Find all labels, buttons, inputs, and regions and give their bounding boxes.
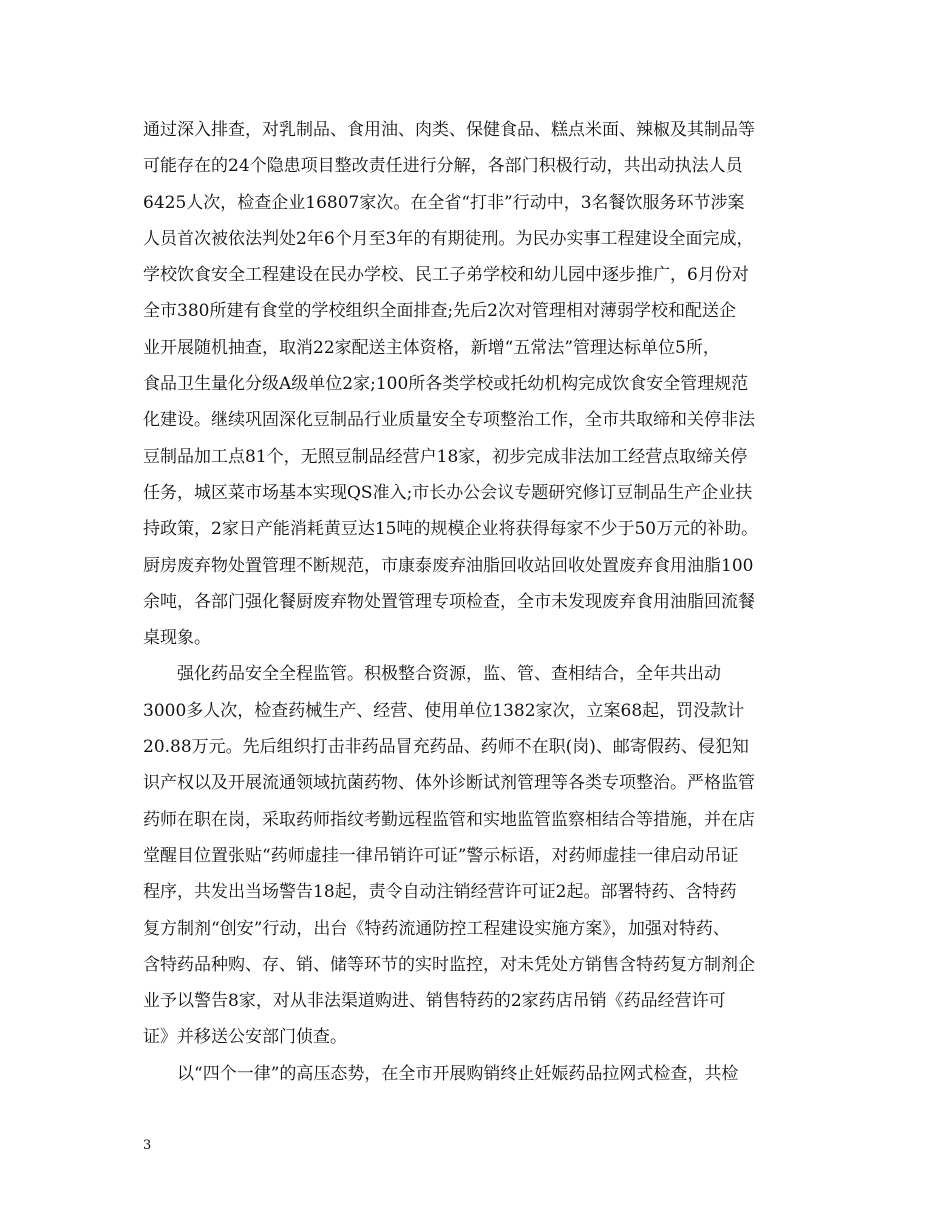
text-line: 业开展随机抽查，取消22家配送主体资格，新增“五常法”管理达标单位5所， — [143, 337, 720, 358]
text-line: 桌现象。 — [143, 628, 211, 649]
text-line: 20.88万元。先后组织打击非药品冒充药品、药师不在职(岗)、邮寄假药、侵犯知 — [143, 737, 749, 758]
text-line: 任务，城区菜市场基本实现QS准入;市长办公会议专题研究修订豆制品生产企业扶 — [143, 482, 753, 503]
text-line: 余吨，各部门强化餐厨废弃物处置管理专项检查，全市未发现废弃食用油脂回流餐 — [143, 591, 755, 612]
text-line: 人员首次被依法判处2年6个月至3年的有期徒刑。为民办实事工程建设全面完成， — [143, 228, 754, 249]
text-line: 全市380所建有食堂的学校组织全面排查;先后2次对管理相对薄弱学校和配送企 — [143, 301, 736, 322]
text-line: 业予以警告8家，对从非法渠道购进、销售特药的2家药店吊销《药品经营许可 — [143, 991, 726, 1012]
text-line: 可能存在的24个隐患项目整改责任进行分解，各部门积极行动，共出动执法人员 — [143, 156, 743, 177]
text-line: 强化药品安全全程监管。积极整合资源，监、管、查相结合，全年共出动 — [143, 664, 721, 685]
text-line: 堂醒目位置张贴“药师虚挂一律吊销许可证”警示标语，对药师虚挂一律启动吊证 — [143, 845, 739, 866]
text-line: 3000多人次，检查药械生产、经营、使用单位1382家次，立案68起，罚没款计 — [143, 700, 745, 721]
text-line: 证》并移送公安部门侦查。 — [143, 1027, 347, 1048]
text-line: 复方制剂“创安”行动，出台《特药流通防控工程建设实施方案》，加强对特药、 — [143, 918, 730, 939]
text-line: 程序，共发出当场警告18起，责令自动注销经营许可证2起。部署特药、含特药 — [143, 882, 737, 903]
page-number: 3 — [143, 1138, 152, 1153]
text-line: 含特药品种购、存、销、储等环节的实时监控，对未凭处方销售含特药复方制剂企 — [143, 954, 755, 975]
text-line: 化建设。继续巩固深化豆制品行业质量安全专项整治工作，全市共取缔和关停非法 — [143, 410, 755, 431]
text-line: 食品卫生量化分级A级单位2家;100所各类学校或托幼机构完成饮食安全管理规范 — [143, 374, 749, 395]
text-line: 6425人次，检查企业16807家次。在全省“打非”行动中，3名餐饮服务环节涉案 — [143, 192, 745, 213]
text-line: 持政策，2家日产能消耗黄豆达15吨的规模企业将获得每家不少于50万元的补助。 — [143, 519, 759, 540]
text-line: 药师在职在岗，采取药师指纹考勤远程监管和实地监管监察相结合等措施，并在店 — [143, 809, 755, 830]
text-line: 豆制品加工点81个，无照豆制品经营户18家，初步完成非法加工经营点取缔关停 — [143, 446, 748, 467]
text-line: 识产权以及开展流通领域抗菌药物、体外诊断试剂管理等各类专项整治。严格监管 — [143, 773, 755, 794]
text-line: 以“四个一律”的高压态势，在全市开展购销终止妊娠药品拉网式检查，共检 — [143, 1063, 739, 1084]
body-text — [143, 112, 803, 1092]
text-line: 学校饮食安全工程建设在民办学校、民工子弟学校和幼儿园中逐步推广，6月份对 — [143, 265, 749, 286]
text-line: 厨房废弃物处置管理不断规范，市康泰废弃油脂回收站回收处置废弃食用油脂100 — [143, 555, 754, 576]
text-line: 通过深入排查，对乳制品、食用油、肉类、保健食品、糕点米面、辣椒及其制品等 — [143, 120, 755, 140]
